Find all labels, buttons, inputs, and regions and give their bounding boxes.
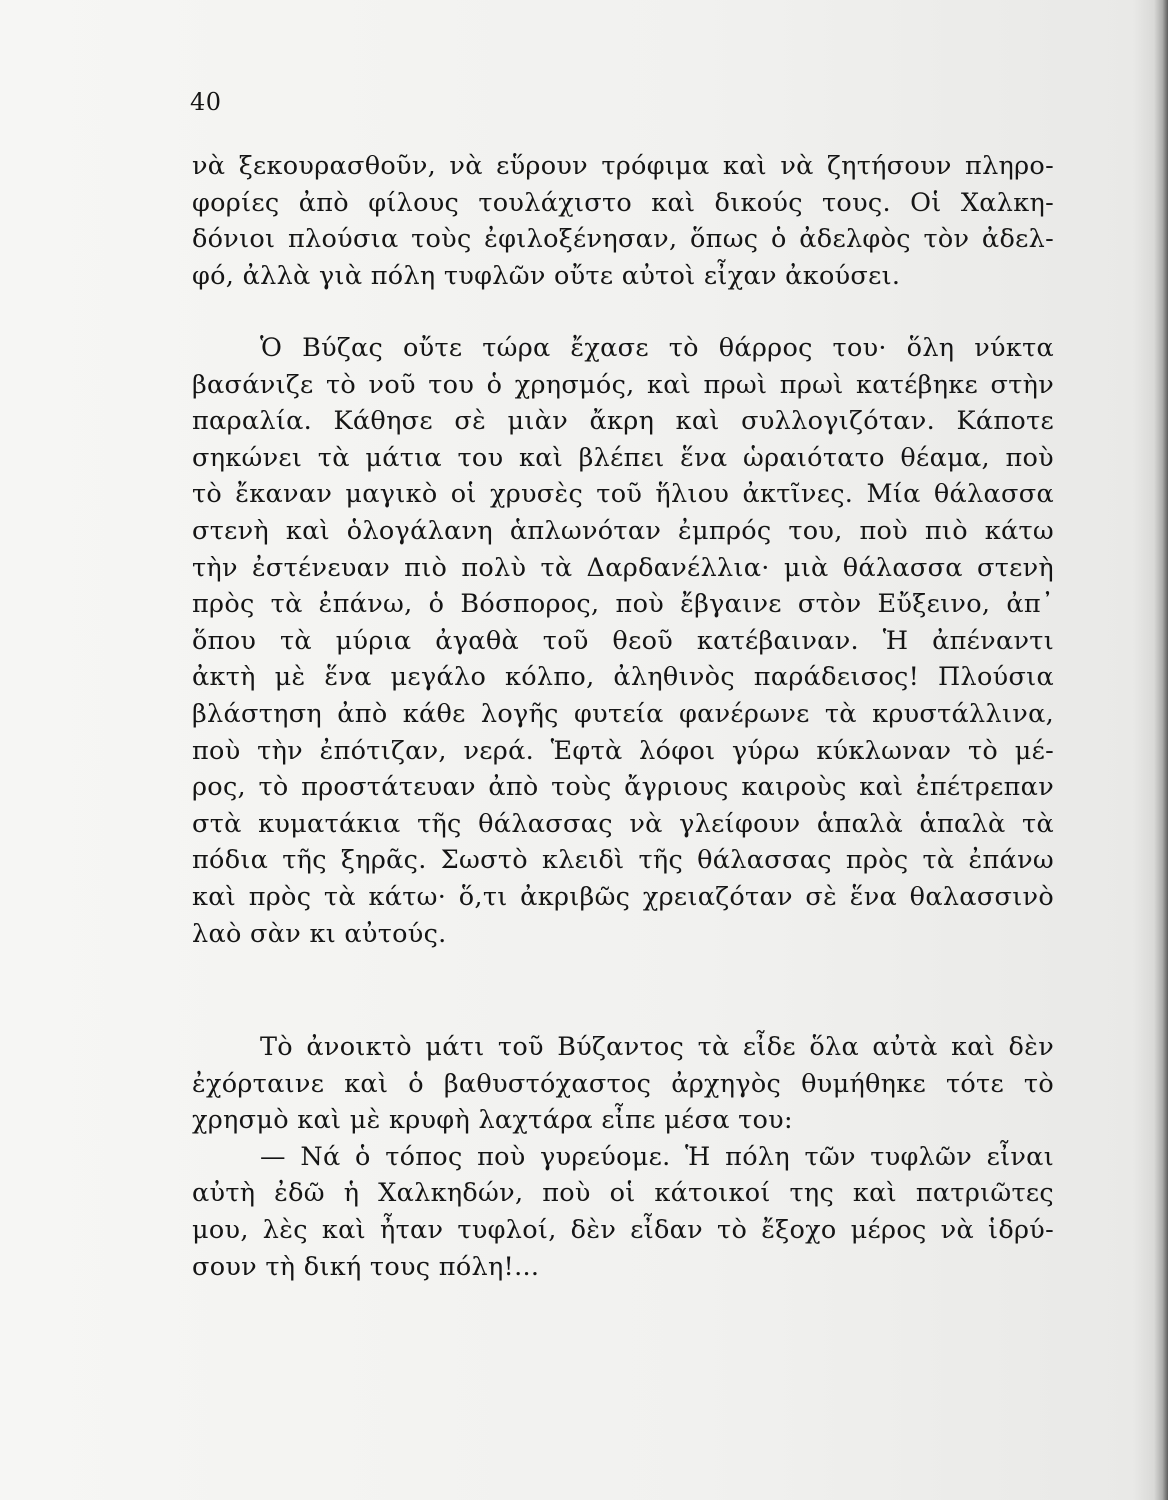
text-line: πόδια τῆς ξηρᾶς. Σωστὸ κλειδὶ τῆς θάλασσας πρὸς τὰ ἐπάνω	[192, 845, 1054, 876]
text-line: τὸ ἔκαναν μαγικὸ οἱ χρυσὲς τοῦ ἥλιου ἀκτῖνες. Μία θάλασσα	[192, 479, 1054, 510]
text-line: αὐτὴ ἐδῶ ἡ Χαλκηδών, ποὺ οἱ κάτοικοί της καὶ πατριῶτες	[192, 1178, 1054, 1209]
text-line: σηκώνει τὰ μάτια του καὶ βλέπει ἕνα ὡραιότατο θέαμα, ποὺ	[192, 442, 1054, 473]
text-line: λαὸ σὰν κι αὐτούς.	[192, 918, 447, 949]
text-line: βασάνιζε τὸ νοῦ του ὁ χρησμός, καὶ πρωὶ πρωὶ κατέβηκε στὴν	[192, 369, 1054, 400]
text-line: Τὸ ἀνοικτὸ μάτι τοῦ Βύζαντος τὰ εἶδε ὅλα αὐτὰ καὶ δὲν	[260, 1032, 1054, 1062]
text-line: ὅπου τὰ μύρια ἀγαθὰ τοῦ θεοῦ κατέβαιναν. Ἡ ἀπέναντι	[192, 625, 1054, 656]
text-line: στενὴ καὶ ὁλογάλανη ἁπλωνόταν ἐμπρός του, ποὺ πιὸ κάτω	[192, 515, 1054, 546]
text-line: βλάστηση ἀπὸ κάθε λογῆς φυτεία φανέρωνε τὰ κρυστάλλινα,	[192, 698, 1054, 729]
text-line: σουν τὴ δική τους πόλη!...	[192, 1251, 540, 1282]
page-edge-shadow	[1154, 0, 1168, 1500]
text-line: μου, λὲς καὶ ἦταν τυφλοί, δὲν εἶδαν τὸ ἔξοχο μέρος νὰ ἱδρύ-	[192, 1214, 1054, 1245]
page-number: 40	[190, 88, 222, 116]
text-line: νὰ ξεκουρασθοῦν, νὰ εὕρουν τρόφιμα καὶ νὰ ζητήσουν πληρο-	[192, 151, 1054, 181]
text-line: παραλία. Κάθησε σὲ μιὰν ἄκρη καὶ συλλογιζόταν. Κάποτε	[192, 406, 1054, 437]
text-line: φορίες ἀπὸ φίλους τουλάχιστο καὶ δικούς τους. Οἱ Χαλκη-	[192, 187, 1054, 218]
text-line: χρησμὸ καὶ μὲ κρυφὴ λαχτάρα εἶπε μέσα του:	[192, 1105, 793, 1136]
text-line: ποὺ τὴν ἐπότιζαν, νερά. Ἑφτὰ λόφοι γύρω κύκλωναν τὸ μέ-	[192, 735, 1054, 766]
paragraph-1	[192, 148, 1054, 294]
text-line: φό, ἀλλὰ γιὰ πόλη τυφλῶν οὔτε αὐτοὶ εἶχαν ἀκούσει.	[192, 260, 901, 291]
paragraph-2	[192, 330, 1054, 952]
text-line: ρος, τὸ προστάτευαν ἀπὸ τοὺς ἄγριους καιροὺς καὶ ἐπέτρεπαν	[192, 772, 1054, 803]
text-line: ἀκτὴ μὲ ἕνα μεγάλο κόλπο, ἀληθινὸς παράδεισος! Πλούσια	[192, 662, 1054, 693]
text-line: ἐχόρταινε καὶ ὁ βαθυστόχαστος ἀρχηγὸς θυμήθηκε τότε τὸ	[192, 1068, 1054, 1099]
text-line: καὶ πρὸς τὰ κάτω· ὅ,τι ἀκριβῶς χρειαζόταν σὲ ἕνα θαλασσινὸ	[192, 881, 1054, 912]
text-line: στὰ κυματάκια τῆς θάλασσας νὰ γλείφουν ἁπαλὰ ἁπαλὰ τὰ	[192, 808, 1054, 839]
paragraph-3	[192, 1029, 1054, 1285]
text-line: τὴν ἐστένευαν πιὸ πολὺ τὰ Δαρδανέλλια· μιὰ θάλασσα στενὴ	[192, 552, 1054, 583]
text-line: Ὁ Βύζας οὔτε τώρα ἔχασε τὸ θάρρος του· ὅλη νύκτα	[260, 333, 1054, 363]
text-line: πρὸς τὰ ἐπάνω, ὁ Βόσπορος, ποὺ ἔβγαινε στὸν Εὔξεινο, ἀπ᾽	[192, 589, 1054, 620]
dialogue-line: — Νά ὁ τόπος ποὺ γυρεύομε. Ἡ πόλη τῶν τυφλῶν εἶναι	[260, 1141, 1054, 1172]
text-line: δόνιοι πλούσια τοὺς ἐφιλοξένησαν, ὅπως ὁ ἀδελφὸς τὸν ἀδελ-	[192, 224, 1054, 255]
